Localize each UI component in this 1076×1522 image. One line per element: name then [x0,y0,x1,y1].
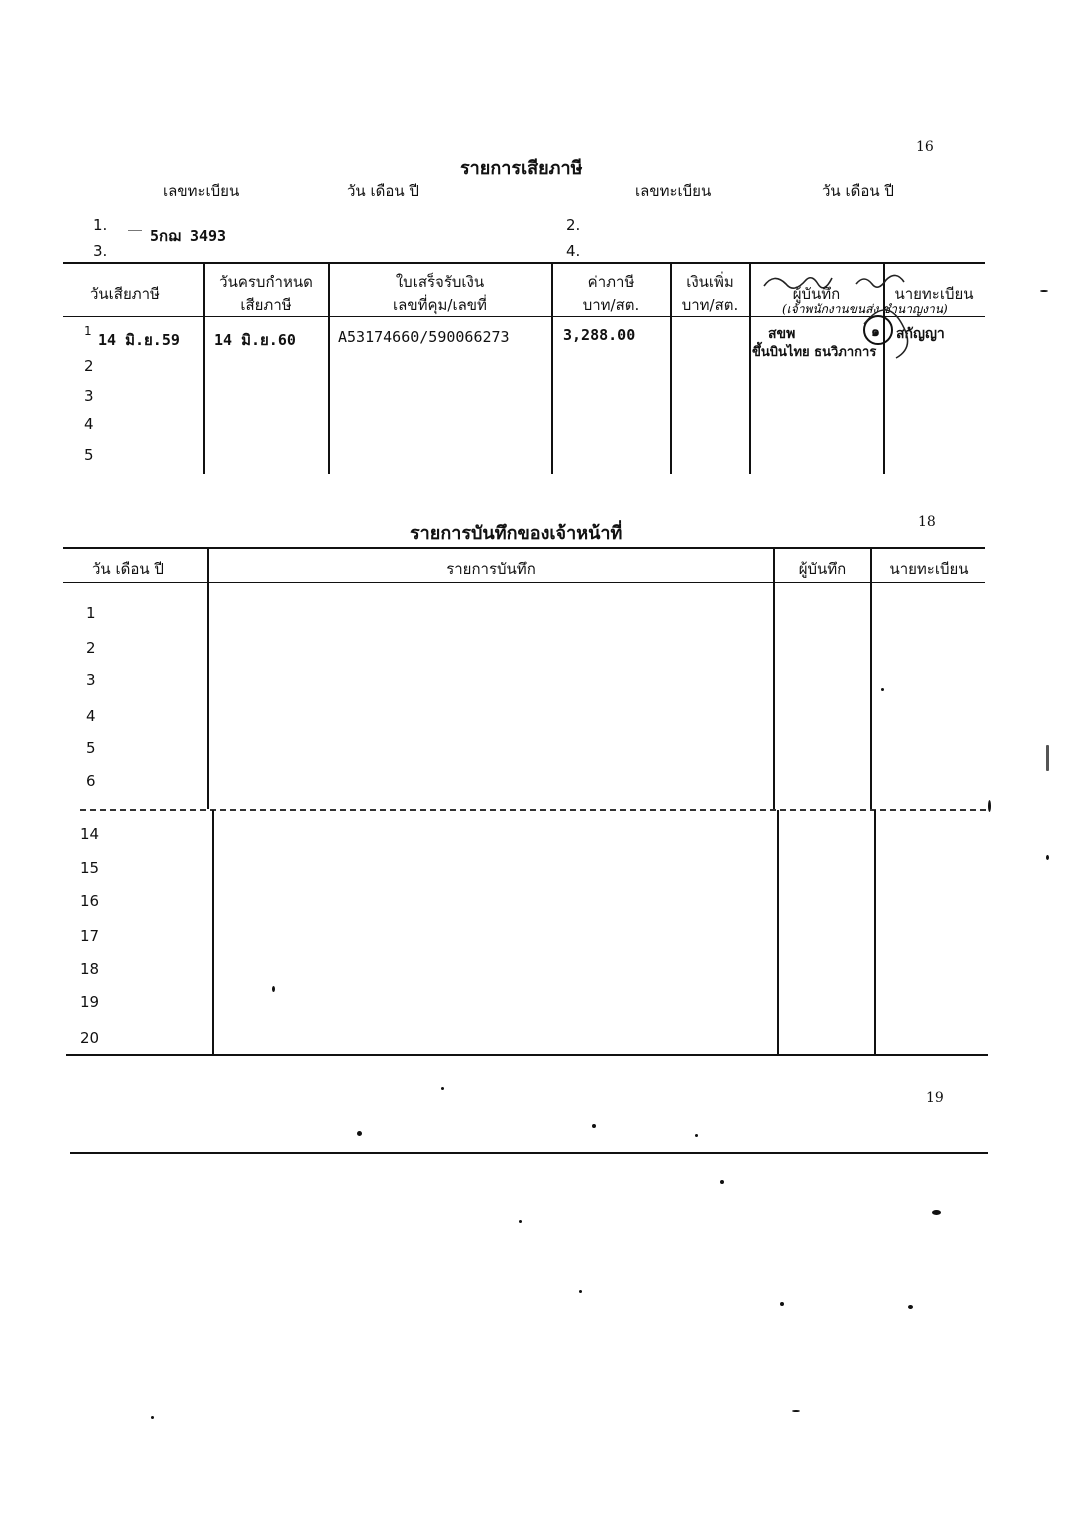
entry-1-dash [128,230,142,231]
scan-speck [908,1305,913,1309]
officer-table-top-border [63,547,985,549]
tax-row-due-date: 14 มิ.ย.60 [214,331,296,349]
officer-row-num: 16 [80,892,100,910]
officer-col-divider-1-lower [212,810,214,1055]
tax-row-num: 2 [84,357,94,375]
officer-row-num: 5 [86,739,96,757]
header-extra-line2: บาท/สต. [681,296,739,314]
tax-row-tax-amount: 3,288.00 [563,326,636,344]
left-date-label: วัน เดือน ปี [347,182,419,200]
officer-table-header-border [63,582,985,583]
tax-section-title: รายการเสียภาษี [460,158,583,179]
header-extra-line1: เงินเพิ่ม [686,273,734,291]
svg-text:สขพ: สขพ [768,326,796,342]
officer-section-title: รายการบันทึกของเจ้าหน้าที่ [410,523,623,544]
tax-row-num: 1 [84,324,92,338]
officer-row-num: 18 [80,960,100,978]
officer-header-registrar: นายทะเบียน [889,560,969,578]
tax-row-num: 5 [84,446,94,464]
officer-col-divider-2 [773,547,775,809]
scan-speck [519,1220,522,1223]
officer-header-recorder: ผู้บันทึก [798,560,847,578]
entry-num-2: 2. [566,216,581,234]
officer-table-bottom-border [66,1054,988,1056]
entry-num-1: 1. [93,216,108,234]
header-due-date-line2: เสียภาษี [240,296,292,314]
scan-speck [151,1416,154,1419]
officer-row-num: 17 [80,927,100,945]
officer-col-divider-1 [207,547,209,809]
tax-row-num: 4 [84,415,94,433]
svg-text:สกัญญา: สกัญญา [896,326,945,342]
header-due-date-line1: วันครบกำหนด [219,273,313,291]
scan-speck [592,1124,596,1128]
officer-header-date: วัน เดือน ปี [92,560,164,578]
scan-speck [720,1180,724,1184]
officer-row-num: 19 [80,993,100,1011]
officer-row-num: 20 [80,1029,100,1047]
scan-speck [780,1302,784,1306]
svg-text:(เจ้าพนักงานขนส่ง ชำนาญงาน): (เจ้าพนักงานขนส่ง ชำนาญงาน) [782,302,948,316]
official-stamp [752,264,988,378]
left-reg-label: เลขทะเบียน [163,182,240,200]
header-registrar: นายทะเบียน [894,285,974,303]
entry-num-3: 3. [93,242,108,260]
right-reg-label: เลขทะเบียน [635,182,712,200]
fold-dash-line [80,809,986,811]
header-tax-line1: ค่าภาษี [587,273,635,291]
scan-speck [792,1410,800,1412]
officer-row-num: 4 [86,707,96,725]
officer-col-divider-3-lower [874,810,876,1055]
officer-row-num: 3 [86,671,96,689]
scan-speck [881,688,884,691]
officer-row-num: 6 [86,772,96,790]
page-number-18: 18 [918,514,936,530]
header-receipt-line2: เลขที่คุม/เลขที่ [393,296,487,314]
officer-row-num: 1 [86,604,96,622]
header-pay-date: วันเสียภาษี [90,285,160,303]
scan-speck [579,1290,582,1293]
tax-row-receipt: A53174660/590066273 [338,328,510,346]
officer-row-num: 14 [80,825,100,843]
scan-speck [357,1131,362,1136]
scan-speck [1046,745,1049,771]
officer-header-entry: รายการบันทึก [446,560,536,578]
entry-num-4: 4. [566,242,581,260]
header-receipt-line1: ใบเสร็จรับเงิน [395,273,485,291]
scan-speck [932,1210,941,1215]
scan-speck [1046,855,1049,860]
header-recorder: ผู้บันทึก [792,285,841,303]
svg-text:ขึ้นบินไทย ธนวิภาการ: ขึ้นบินไทย ธนวิภาการ [752,345,877,360]
right-date-label: วัน เดือน ปี [822,182,894,200]
scan-speck [988,800,991,812]
officer-row-num: 15 [80,859,100,877]
bottom-rule [70,1152,988,1154]
officer-col-divider-3 [870,547,872,809]
officer-col-divider-2-lower [777,810,779,1055]
tax-row-pay-date: 14 มิ.ย.59 [98,331,180,349]
page-number-16: 16 [916,139,934,155]
scan-speck [695,1134,698,1137]
header-tax-line2: บาท/สต. [582,296,640,314]
tax-row-num: 3 [84,387,94,405]
svg-text:๑: ๑ [871,324,880,340]
scan-speck [272,986,275,992]
registration-number-1: 5กฌ 3493 [150,227,227,245]
scan-speck [1040,290,1048,292]
scan-speck [441,1087,444,1090]
officer-row-num: 2 [86,639,96,657]
page-number-19: 19 [926,1090,944,1106]
